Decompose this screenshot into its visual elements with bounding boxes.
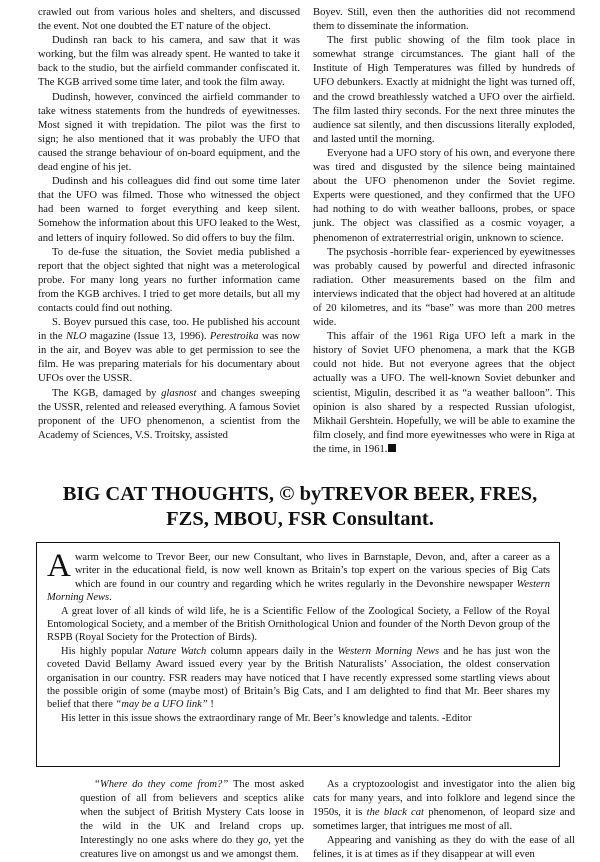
paragraph: Everyone had a UFO story of his own, and everyone there was tired and disgusted by the silence being maintained about the UFO phenomenon under the Soviet regime. Experts were questioned, and they confirmed that the UFO had nothing to do with weather balloons, probes, or space junk. The object was classified as a cosmic voyager, a phenomenon of extraterrestrial origin, unknown to science.	[313, 147, 575, 244]
editor-intro-box	[36, 542, 560, 767]
paragraph: The psychosis -horrible fear- experienced by eyewitnesses was probably caused by powerful and directed infrasonic radiation. Other measurements based on the film and interviews indicated that the object had hovered at an altitude of 20 kilometres, and its “base” was more than 200 metres wide.	[313, 246, 575, 329]
paragraph: Appearing and vanishing as they do with the ease of all felines, it is at times as if they disappear at will even	[313, 835, 575, 860]
paragraph: Dudinsh, however, convinced the airfield commander to take witness statements from the hundreds of eyewitnesses. Most signed it with trepidation. The pilot was the first to sign; he also mentioned that it was probably the UFO that caused the strange behaviour of on-board equipment, and the dead engine of his jet.	[38, 91, 300, 174]
paragraph: crawled out from various holes and shelters, and discussed the event. Not one doubted the ET nature of the object.	[38, 7, 300, 33]
paragraph: Dudinsh and his colleagues did find out some time later that the UFO was filmed. Those who witnessed the object had been warned to forget everything and keep silent. Somehow the information about this UFO leaked to the West, and letters of inquiry followed. So did offers to buy the film.	[38, 176, 300, 244]
article-left-column	[38, 6, 300, 443]
end-mark-square-icon	[388, 444, 396, 452]
paragraph: This affair of the 1961 Riga UFO left a mark in the history of Soviet UFO phenomena, a mark that the KGB could not hide. But not everyone agrees that the object actually was a UFO. The well-known Soviet debunker and scientist, Migulin, described it as “a weather balloon”. This opinion is also shared by a respected Russian ufologist, Mikhail Gershtein. Hopefully, we will be able to examine the film closely, and find more eyewitnesses who were in Riga at the time, in 1961.	[313, 331, 575, 455]
section-heading	[20, 482, 580, 532]
paragraph: Dudinsh ran back to his camera, and saw that it was working, but the film was already spent. He wanted to take it back to the studio, but the airfield commander confiscated it. The KGB arrived some time later, and took the film away.	[38, 35, 300, 89]
article-bottom-left-column	[80, 778, 304, 862]
paragraph: As a cryptozoologist and investigator into the alien big cats for many years, and into folklore and legend since the 1950s, it is the black cat phenomenon, of leopard size and sometimes larger, that intrigues me most of all.	[313, 779, 576, 832]
paragraph: To de-fuse the situation, the Soviet media published a report that the object sighted that night was a meterological probe. For many long years no further information came from the KGB archives. I tried to get more details, but all my contacts could find out nothing.	[38, 246, 300, 314]
drop-cap: A	[47, 548, 71, 584]
paragraph: “Where do they come from?” The most asked question of all from believers and sceptics alike when the subject of British Mystery Cats loose in the wild in the UK and Ireland crops up. Interestingly no one asks where do they go, yet the creatures live on amongst us and we amongst them.	[80, 779, 304, 860]
intro-paragraph: A warm welcome to Trevor Beer, our new Consultant, who lives in Barnstaple, Devon, and, after a career as a writer in the educational field, is now well known as Britain’s top expert on the various species of Big Cats which are found in our country and regarding which he writes regularly in the Devonshire newspaper Western Morning News.	[47, 548, 550, 604]
article-right-column	[313, 6, 575, 457]
intro-paragraph: His letter in this issue shows the extraordinary range of Mr. Beer’s knowledge and talents. -Editor	[61, 712, 472, 724]
article-bottom-right-column	[313, 778, 575, 862]
intro-paragraph: His highly popular Nature Watch column appears daily in the Western Morning News and he has just won the coveted David Bellamy Award issued every year by the British Naturalists’ Association, the oldest conservation organisation in our country. FSR readers may have noticed that I have recently expressed some startling views about the possible origin of some (maybe most) of Britain’s Big Cats, and I am delighted to find that Mr. Beer shares my belief that there “may be a UFO link” !	[47, 645, 551, 711]
paragraph: Boyev. Still, even then the authorities did not recommend them to disseminate the information.	[313, 7, 575, 33]
paragraph: The first public showing of the film took place in somewhat strange circumstances. The giant hall of the Institute of High Temperatures was filled by hundreds of UFO debunkers. Exactly at midnight the light was turned off, and the crowd breathlessly watched a UFO over the airfield. The film lasted thiry seconds. For the next three minutes the audience sat silently, and then discussions literally exploded, and lasted until the morning.	[313, 35, 575, 145]
paragraph: The KGB, damaged by glasnost and changes sweeping the USSR, relented and released everything. A famous Soviet proponent of the UFO phenomenon, a scientist from the Academy of Sciences, V.S. Troitsky, assisted	[38, 387, 300, 441]
intro-paragraph: A great lover of all kinds of wild life, he is a Scientific Fellow of the Zoological Society, a Fellow of the Royal Entomological Society, and a member of the British Ornithological Union and founder of the North Devon group of the RSPB (Royal Society for the Protection of Birds).	[47, 605, 550, 644]
heading-line-2: FZS, MBOU, FSR Consultant.	[166, 508, 434, 530]
heading-line-1: BIG CAT THOUGHTS, © byTREVOR BEER, FRES,	[62, 483, 538, 505]
paragraph: S. Boyev pursued this case, too. He published his account in the NLO magazine (Issue 13, 1996). Perestroika was now in the air, and Boyev was able to get permission to see the film. He was preparing materials for his documentary about UFOs over the USSR.	[38, 317, 301, 385]
